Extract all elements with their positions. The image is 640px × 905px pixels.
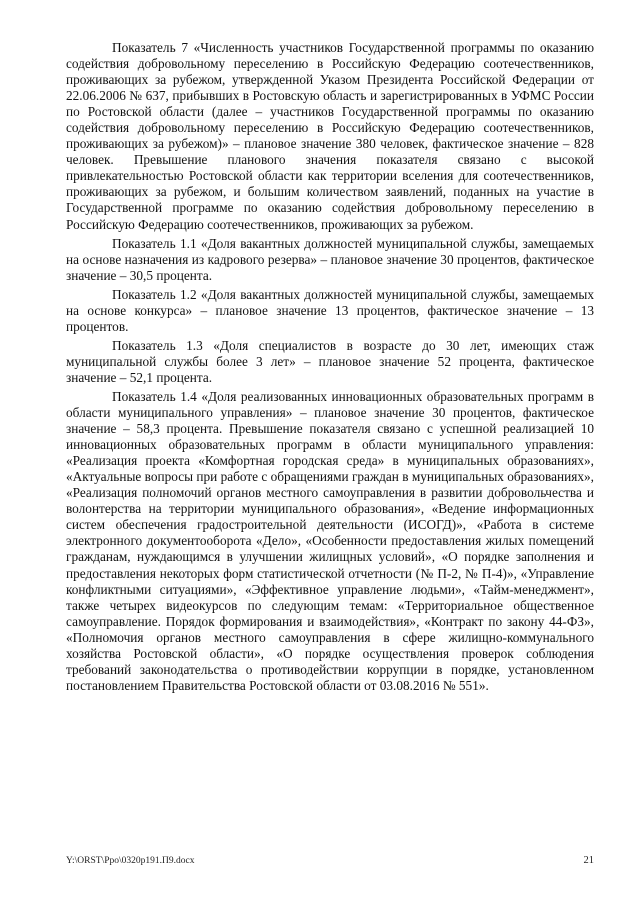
footer-file-path: Y:\ORST\Ppo\0320p191.П9.docx <box>66 856 195 866</box>
footer-page-number: 21 <box>583 855 594 866</box>
paragraph-indicator-1-4: Показатель 1.4 «Доля реализованных инновационных образовательных программ в области муниципального управления» – плановое значение 30 процентов, фактическое значение – 58,3 процента. Превышение показателя связано с успешной реализацией 10 инновационных образовательных программ в области муниципального управления: «Реализация проекта «Комфортная городская среда» в муниципальных образованиях», «Актуальные вопросы при работе с обращениями граждан в муниципальных образованиях», «Реализация полномочий органов местного самоуправления в развитии добровольчества и волонтерства на территории муниципального образования», «Ведение информационных систем обеспечения градостроительной деятельности (ИСОГД)», «Работа в системе электронного документооборота «Дело», «Особенности предоставления жилых помещений гражданам, нуждающимся в улучшении жилищных условий», «О порядке заполнения и предоставления некоторых форм статистической отчетности (№ П-2, № П-4)», «Управление конфликтными ситуациями», «Эффективное управление людьми», «Тайм-менеджмент», также четырех видеокурсов по следующим темам: «Территориальное общественное самоуправление. Порядок формирования и взаимодействия», «Контракт по закону 44-ФЗ», «Полномочия органов местного самоуправления в сфере жилищно-коммунального хозяйства Ростовской области», «О порядке осуществления проверок соблюдения требований законодательства о противодействии коррупции в порядке, установленном постановлением Правительства Ростовской области от 03.08.2016 № 551». <box>66 388 594 693</box>
paragraph-indicator-1-2: Показатель 1.2 «Доля вакантных должностей муниципальной службы, замещаемых на основе конкурса» – плановое значение 13 процентов, фактическое значение – 13 процентов. <box>66 286 594 334</box>
document-body <box>66 40 594 697</box>
paragraph-indicator-1-3: Показатель 1.3 «Доля специалистов в возрасте до 30 лет, имеющих стаж муниципальной службы более 3 лет» – плановое значение 52 процента, фактическое значение – 52,1 процента. <box>66 337 594 385</box>
paragraph-indicator-7: Показатель 7 «Численность участников Государственной программы по оказанию содействия добровольному переселению в Российскую Федерацию соотечественников, проживающих за рубежом, утвержденной Указом Президента Российской Федерации от 22.06.2006 № 637, прибывших в Ростовскую область и зарегистрированных в УФМС России по Ростовской области (далее – участников Государственной программы по оказанию содействия добровольному переселению в Российскую Федерацию соотечественников, проживающих за рубежом)» – плановое значение 380 человек, фактическое значение – 828 человек. Превышение планового значения показателя связано с высокой привлекательностью Ростовской области как территории вселения для соотечественников, проживающих за рубежом, и большим количеством заявлений, поданных на участие в Государственной программе по оказанию содействия добровольному переселению в Российскую Федерацию соотечественников, проживающих за рубежом. <box>66 40 594 232</box>
paragraph-indicator-1-1: Показатель 1.1 «Доля вакантных должностей муниципальной службы, замещаемых на основе назначения из кадрового резерва» – плановое значение 30 процентов, фактическое значение – 30,5 процента. <box>66 235 594 283</box>
